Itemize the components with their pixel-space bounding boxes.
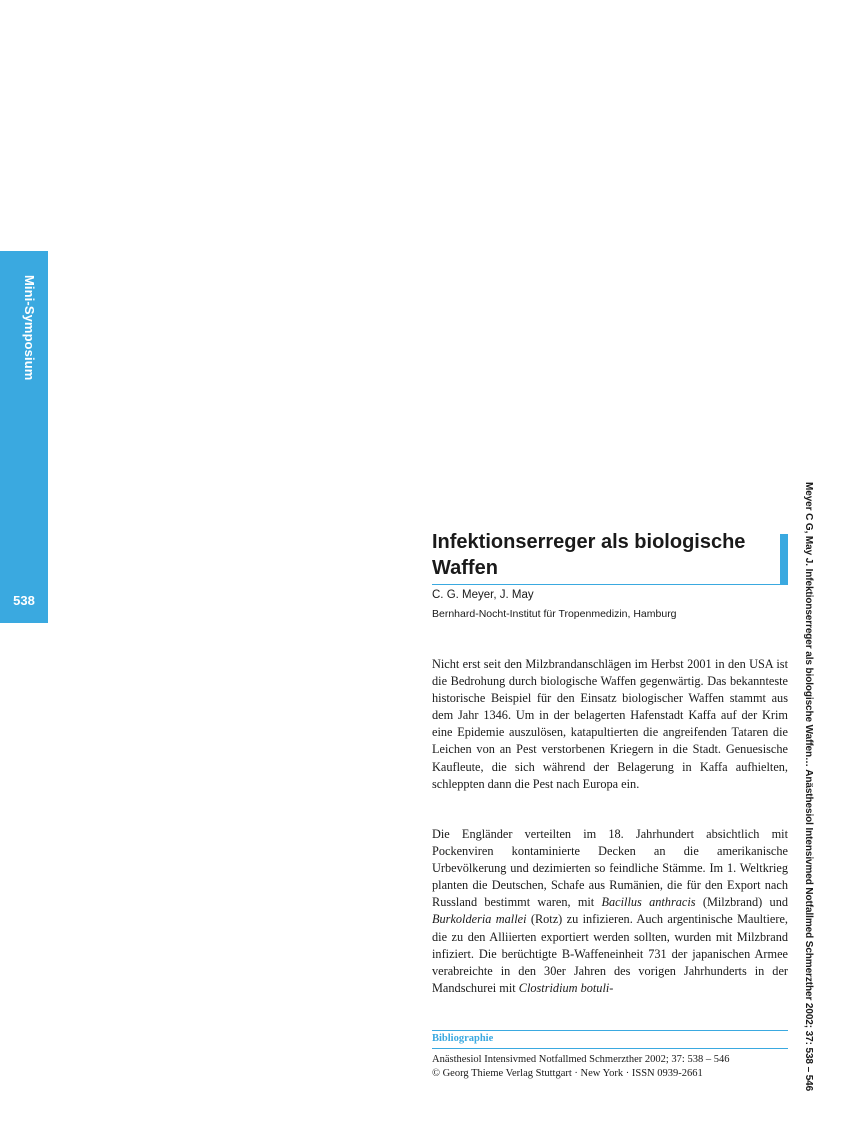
body-paragraph — [432, 826, 788, 997]
section-label: Mini-Symposium — [22, 275, 37, 381]
bibliography-rule-top — [432, 1030, 788, 1031]
bibliography-label: Bibliographie — [432, 1033, 494, 1044]
body-paragraph — [432, 656, 788, 793]
bibliography-rule-bottom — [432, 1048, 788, 1049]
italic-term: Clostridium botuli- — [518, 980, 614, 995]
page-number: 538 — [13, 593, 35, 608]
text-run: (Rotz) zu infizieren. Auch argentinische Maultiere, die zu den Alliierten exportiert werden sollten, wurden mit Milzbrand infiziert. Die berüchtigte B-Waffeneinheit 731 der japanischen Armee verabreichte in den 30er Jahren des vorigen Jahrhunderts in der Mandschurei mit — [432, 912, 788, 995]
article-title: Infektionserreger als biologische Waffen — [432, 531, 746, 579]
italic-term: Burkolderia mallei — [432, 912, 527, 927]
running-citation: Meyer C G, May J. Infektionserreger als biologische Waffen… Anästhesiol Intensivmed Notfallmed Schmerzther 2002; 37: 538 – 546 — [803, 482, 814, 1092]
title-rule — [432, 584, 788, 585]
author-institute: Bernhard-Nocht-Institut für Tropenmedizin, Hamburg — [432, 608, 677, 620]
text-run: (Milzbrand) und — [695, 895, 788, 910]
bibliography-journal-line: Anästhesiol Intensivmed Notfallmed Schmerzther 2002; 37: 538 – 546 — [432, 1054, 730, 1065]
article-authors: C. G. Meyer, J. May — [432, 589, 534, 601]
italic-term: Bacillus anthracis — [601, 895, 696, 910]
text-run: Nicht erst seit den Milzbrandanschlägen im Herbst 2001 in den USA ist die Bedrohung durch biologische Waffen gegenwärtig. Das bekannteste historische Beispiel für den Einsatz biologischer Waffen stammt aus dem Jahr 1346. Um in der belagerten Hafenstadt Kaffa auf der Krim eine Epidemie auszulösen, katapultierten die angreifenden Tataren die Leichen von an Pest verstorbenen Kriegern in die Stadt. Genuesische Kaufleute, die sich während der Belagerung in Kaffa aufhielten, schleppten dann die Pest nach Europa ein. — [432, 657, 788, 791]
text-run: Die Engländer verteilten im 18. Jahrhundert absichtlich mit Pockenviren kontaminierte Decken an die amerikanische Urbevölkerung und dezimierten so feindliche Stämme. Im 1. Weltkrieg planten die Deutschen, Schafe aus Rumänien, die für den Export nach Russland bestimmt waren, mit — [432, 827, 788, 910]
bibliography-publisher-line: © Georg Thieme Verlag Stuttgart · New York · ISSN 0939-2661 — [432, 1068, 703, 1079]
title-accent-bar — [780, 534, 788, 584]
